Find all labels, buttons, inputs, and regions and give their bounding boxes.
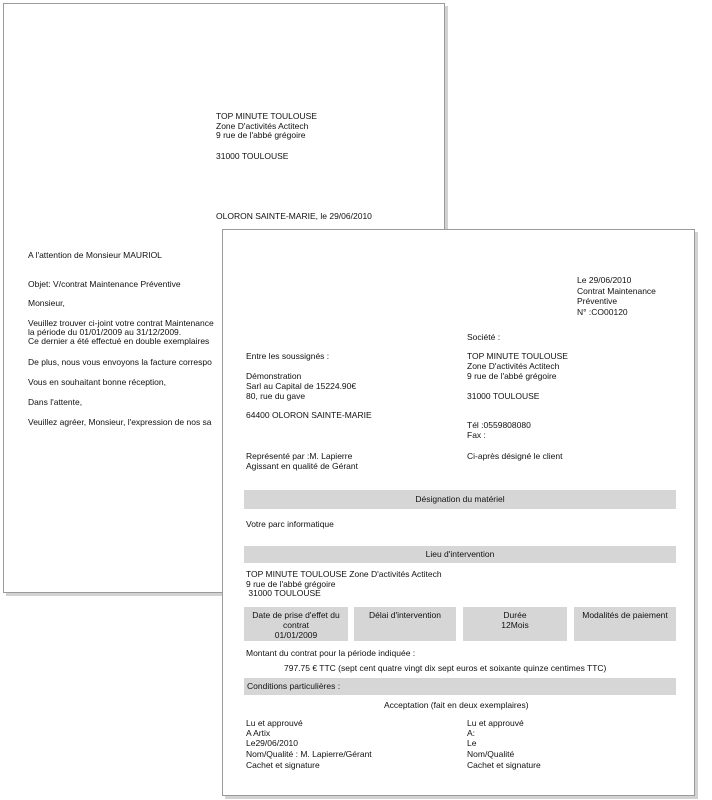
contract-type-line: Contrat Maintenance xyxy=(577,286,656,296)
letter-closing: Veuillez agréer, Monsieur, l'expression de nos sa xyxy=(28,417,212,427)
payment-terms-label: Modalités de paiement xyxy=(582,610,668,620)
sign-left-line: Le29/06/2010 xyxy=(246,738,298,748)
duration-cell xyxy=(463,607,567,641)
sign-right-line: Lu et approuvé xyxy=(467,718,524,728)
provider-city: 64400 OLORON SAINTE-MARIE xyxy=(246,410,372,420)
letter-paragraph: Dans l'attente, xyxy=(28,397,83,407)
place-date: OLORON SAINTE-MARIE, le 29/06/2010 xyxy=(216,211,372,221)
lieu-line: 9 rue de l'abbé grégoire xyxy=(246,579,336,589)
between-label: Entre les soussignés : xyxy=(246,351,330,361)
recipient-address-line: 9 rue de l'abbé grégoire xyxy=(216,130,306,140)
sign-right-line: A: xyxy=(467,728,476,738)
client-designation: Ci-après désigné le client xyxy=(467,451,563,461)
societe-label: Société : xyxy=(467,332,501,342)
recipient-name: TOP MINUTE TOULOUSE xyxy=(216,111,317,121)
acceptance-label: Acceptation (fait en deux exemplaires) xyxy=(384,700,529,710)
sign-left-line: Nom/Qualité : M. Lapierre/Gérant xyxy=(246,749,372,759)
conditions-header: Conditions particulières : xyxy=(244,678,676,695)
represented-capacity: Agissant en qualité de Gérant xyxy=(246,461,358,471)
client-name: TOP MINUTE TOULOUSE xyxy=(467,351,568,361)
sign-right-line: Nom/Qualité xyxy=(467,749,515,759)
letter-paragraph-line: Veuillez trouver ci-joint votre contrat Maintenance xyxy=(28,318,214,328)
contract-page xyxy=(222,229,695,796)
effective-date-value: 01/01/2009 xyxy=(274,630,318,640)
amount-label: Montant du contrat pour la période indiquée : xyxy=(246,648,416,658)
client-fax: Fax : xyxy=(467,430,486,440)
contract-number: N° :CO00120 xyxy=(577,307,628,317)
recipient-address-line: Zone D'activités Actitech xyxy=(216,121,309,131)
provider-name: Démonstration xyxy=(246,371,302,381)
represented-by: Représenté par :M. Lapierre xyxy=(246,451,353,461)
duration-value: 12Mois xyxy=(501,620,529,630)
letter-paragraph: Vous en souhaitant bonne réception, xyxy=(28,377,166,387)
attention-line: A l'attention de Monsieur MAURIOL xyxy=(28,250,162,260)
contract-date: Le 29/06/2010 xyxy=(577,275,632,285)
client-address-line: Zone D'activités Actitech xyxy=(467,361,560,371)
intervention-delay-cell xyxy=(354,607,456,641)
effective-date-label: contrat xyxy=(283,620,309,630)
effective-date-label: Date de prise d'effet du xyxy=(252,610,340,620)
sign-left-line: A Artix xyxy=(246,728,271,738)
sign-right-line: Le xyxy=(467,738,477,748)
payment-terms-cell xyxy=(574,607,676,641)
object-line: Objet: V/contrat Maintenance Préventive xyxy=(28,279,181,289)
letter-paragraph-line: Ce dernier a été effectué en double exemplaires xyxy=(28,336,210,346)
letter-paragraph: De plus, nous vous envoyons la facture correspo xyxy=(28,357,212,367)
designation-value: Votre parc informatique xyxy=(246,519,334,529)
provider-capital: Sarl au Capital de 15224.90€ xyxy=(246,381,357,391)
client-tel: Tél :0559808080 xyxy=(467,420,531,430)
lieu-header: Lieu d'intervention xyxy=(244,546,676,563)
recipient-city: 31000 TOULOUSE xyxy=(216,151,289,161)
effective-date-cell xyxy=(244,607,348,641)
duration-label: Durée xyxy=(503,610,527,620)
lieu-line: TOP MINUTE TOULOUSE Zone D'activités Actitech xyxy=(246,569,442,579)
client-city: 31000 TOULOUSE xyxy=(467,391,540,401)
designation-header: Désignation du matériel xyxy=(244,490,676,509)
contract-type-line: Préventive xyxy=(577,296,618,306)
lieu-line: 31000 TOULOUSE xyxy=(246,588,321,598)
sign-left-line: Cachet et signature xyxy=(246,760,320,770)
client-address-line: 9 rue de l'abbé grégoire xyxy=(467,371,557,381)
sign-right-line: Cachet et signature xyxy=(467,760,541,770)
provider-street: 80, rue du gave xyxy=(246,391,306,401)
letter-paragraph-line: la période du 01/01/2009 au 31/12/2009. xyxy=(28,327,182,337)
amount-value: 797.75 € TTC (sept cent quatre vingt dix sept euros et soixante quinze centimes TTC) xyxy=(284,663,607,673)
sign-left-line: Lu et approuvé xyxy=(246,718,303,728)
intervention-delay-label: Délai d'intervention xyxy=(368,610,442,620)
salutation: Monsieur, xyxy=(28,298,65,308)
